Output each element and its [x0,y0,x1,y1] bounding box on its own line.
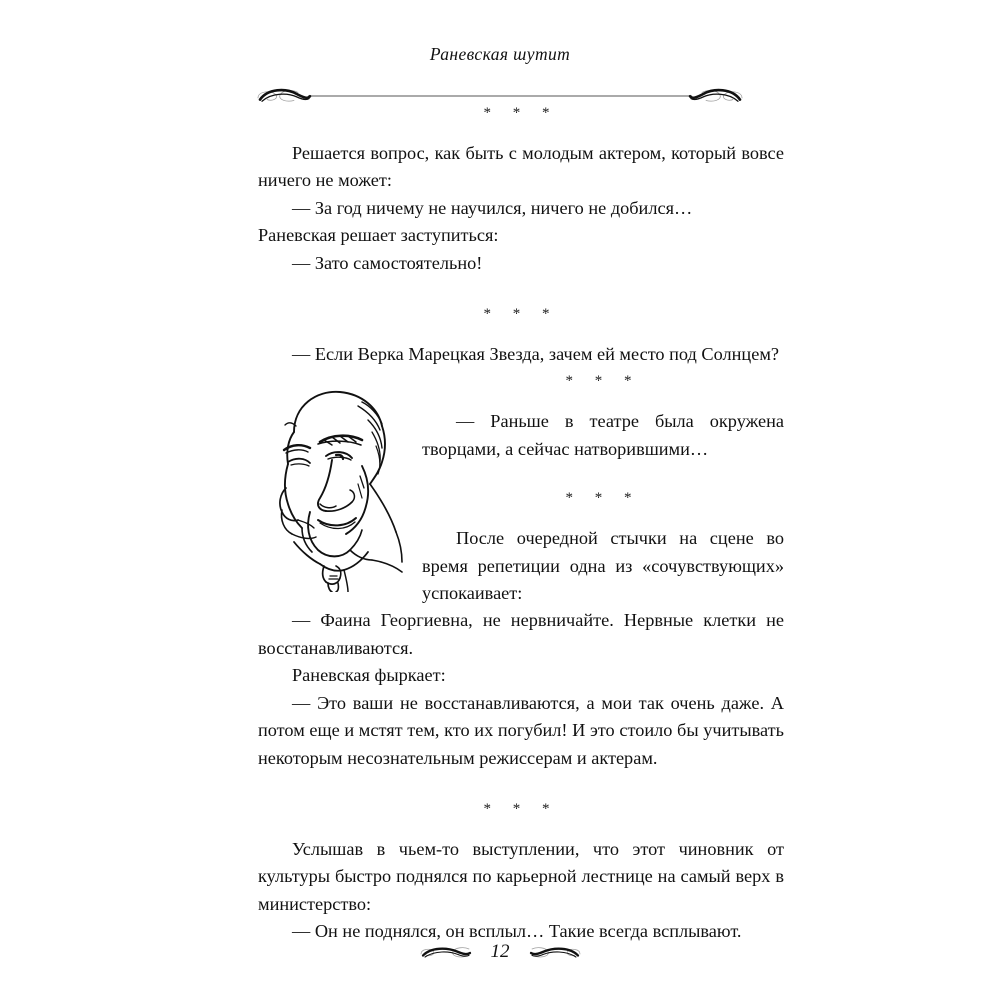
paragraph: Раневская решает заступиться: [258,225,499,246]
anecdote-block-5 [258,836,784,946]
section-separator: * * * [565,490,641,507]
anecdote-block-2 [258,341,784,368]
section-separator: * * * [483,800,559,817]
text-column [258,106,784,946]
anecdote-block-1 [258,140,784,277]
folio-ornament-left-icon [417,943,475,961]
paragraph: После очередной стычки на сцене во время репетиции одна из «сочувствующих» успокаивает: [422,528,784,604]
paragraph: Услышав в чьем-то выступлении, что этот чиновник от культуры быстро поднялся по карьерной лестнице на самый верх в министерство: [258,838,784,914]
caricature-portrait-illustration [258,380,410,592]
page-footer [250,932,750,972]
header-ornament-rule [250,86,750,106]
running-head-title: Раневская шутит [429,44,571,64]
paragraph: — Он не поднялся, он всплыл… Такие всегда всплывают. [292,921,742,942]
section-separator: * * * [483,105,559,121]
paragraph: — Если Верка Марецкая Звезда, зачем ей место под Солнцем? [292,344,779,365]
illustrated-section [258,374,784,771]
paragraph: — Фаина Георгиевна, не нервничайте. Нервные клетки не восстанавливаются. [258,610,784,658]
paragraph: — За год ничему не научился, ничего не добился… [292,197,693,218]
section-separator: * * * [483,306,559,323]
paragraph: Решается вопрос, как быть с молодым актером, который вовсе ничего не может: [258,143,784,191]
paragraph: — Раньше в театре была окружена творцами, а сейчас натворившими… [422,411,784,459]
section-separator: * * * [565,373,641,390]
paragraph: — Это ваши не восстанавливаются, а мои так очень даже. А потом еще и мстят тем, кто их погубил! И это стоило бы учитывать некоторым несознательным режиссерам и актерам. [258,692,784,768]
page-number: 12 [490,941,510,962]
folio-ornament-right-icon [526,943,584,961]
running-head [250,44,750,65]
paragraph: — Зато самостоятельно! [292,252,483,273]
paragraph: Раневская фыркает: [292,665,446,686]
